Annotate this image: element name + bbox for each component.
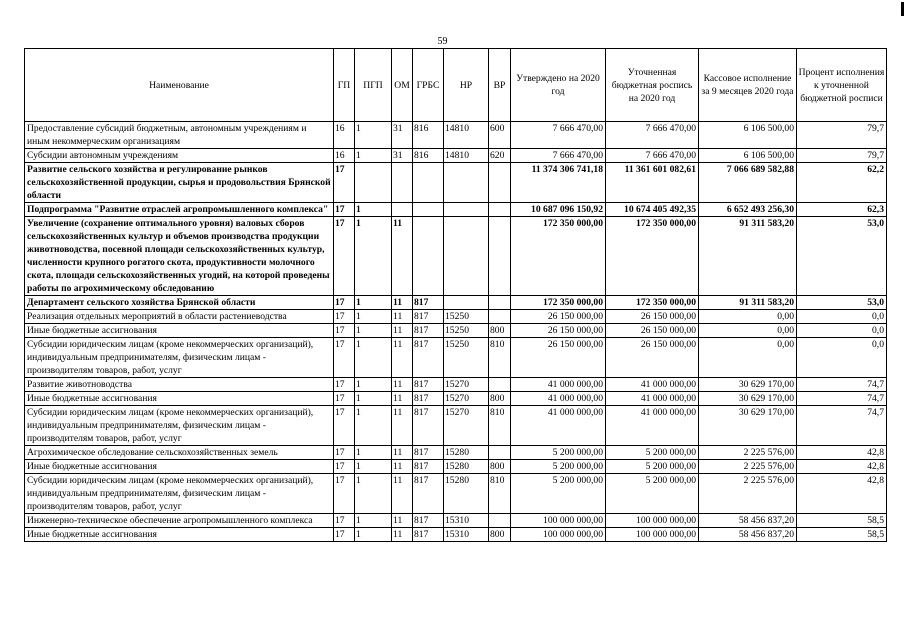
- cell-nr: 15250: [444, 310, 489, 324]
- cell-om: 11: [392, 446, 413, 460]
- table-row: [25, 378, 887, 392]
- cell-cash: 0,00: [699, 324, 797, 338]
- table-row: [25, 446, 887, 460]
- cell-approved: 7 666 470,00: [511, 122, 606, 149]
- header-percent: Процент исполнения к уточненной бюджетной росписи: [797, 49, 887, 122]
- cell-vr: [489, 514, 511, 528]
- cell-vr: [489, 217, 511, 296]
- cell-approved: 26 150 000,00: [511, 310, 606, 324]
- cell-pgp: 1: [355, 406, 392, 446]
- cell-percent: 62,2: [797, 163, 887, 203]
- cell-name: Развитие сельского хозяйства и регулирование рынков сельскохозяйственной продукции, сырья и продовольствия Брянской области: [25, 163, 334, 203]
- cell-nr: 15280: [444, 460, 489, 474]
- cell-cash: 2 225 576,00: [699, 446, 797, 460]
- cell-pgp: 1: [355, 149, 392, 163]
- cell-refined: 5 200 000,00: [606, 460, 699, 474]
- cell-gp: 17: [334, 203, 355, 217]
- cell-pgp: 1: [355, 446, 392, 460]
- table-row: [25, 392, 887, 406]
- cell-om: 11: [392, 528, 413, 542]
- cell-om: 11: [392, 324, 413, 338]
- cell-cash: 30 629 170,00: [699, 406, 797, 446]
- cell-om: 11: [392, 217, 413, 296]
- cell-approved: 5 200 000,00: [511, 474, 606, 514]
- cell-grbs: [413, 203, 444, 217]
- cell-grbs: 817: [413, 514, 444, 528]
- cell-vr: 810: [489, 406, 511, 446]
- page-number: 59: [437, 36, 448, 47]
- cell-refined: 100 000 000,00: [606, 528, 699, 542]
- table-row: [25, 528, 887, 542]
- cell-percent: 79,7: [797, 149, 887, 163]
- cell-gp: 16: [334, 122, 355, 149]
- table-row: [25, 474, 887, 514]
- cell-percent: 58,5: [797, 528, 887, 542]
- cell-grbs: 817: [413, 474, 444, 514]
- cell-om: 11: [392, 474, 413, 514]
- cell-cash: 7 066 689 582,88: [699, 163, 797, 203]
- cell-name: Департамент сельского хозяйства Брянской области: [25, 296, 334, 310]
- cell-percent: 0,0: [797, 324, 887, 338]
- table-row: [25, 460, 887, 474]
- header-om: ОМ: [392, 49, 413, 122]
- cell-om: 11: [392, 338, 413, 378]
- header-gp: ГП: [334, 49, 355, 122]
- cell-om: 11: [392, 460, 413, 474]
- cell-pgp: 1: [355, 122, 392, 149]
- cell-cash: 6 106 500,00: [699, 149, 797, 163]
- header-approved: Утверждено на 2020 год: [511, 49, 606, 122]
- cell-gp: 17: [334, 406, 355, 446]
- cell-approved: 11 374 306 741,18: [511, 163, 606, 203]
- cell-gp: 17: [334, 217, 355, 296]
- cell-cash: 58 456 837,20: [699, 514, 797, 528]
- cell-percent: 42,8: [797, 446, 887, 460]
- cell-name: Субсидии юридическим лицам (кроме некоммерческих организаций), индивидуальным предпринимателям, физическим лицам - производителям товаров, работ, услуг: [25, 338, 334, 378]
- cell-om: [392, 163, 413, 203]
- cell-vr: [489, 378, 511, 392]
- cell-percent: 0,0: [797, 338, 887, 378]
- cell-om: 11: [392, 406, 413, 446]
- cell-name: Иные бюджетные ассигнования: [25, 460, 334, 474]
- cell-refined: 7 666 470,00: [606, 122, 699, 149]
- cell-refined: 41 000 000,00: [606, 378, 699, 392]
- cell-approved: 26 150 000,00: [511, 338, 606, 378]
- header-name: Наименование: [25, 49, 334, 122]
- budget-table: [24, 48, 887, 542]
- cell-nr: [444, 203, 489, 217]
- cell-grbs: 817: [413, 392, 444, 406]
- cell-approved: 41 000 000,00: [511, 378, 606, 392]
- cell-name: Иные бюджетные ассигнования: [25, 392, 334, 406]
- cell-percent: 74,7: [797, 406, 887, 446]
- cell-refined: 172 350 000,00: [606, 217, 699, 296]
- cell-grbs: 817: [413, 338, 444, 378]
- cell-gp: 17: [334, 528, 355, 542]
- cell-pgp: 1: [355, 217, 392, 296]
- cell-name: Субсидии юридическим лицам (кроме некоммерческих организаций), индивидуальным предпринимателям, физическим лицам - производителям товаров, работ, услуг: [25, 406, 334, 446]
- cell-pgp: 1: [355, 296, 392, 310]
- cell-approved: 10 687 096 150,92: [511, 203, 606, 217]
- cell-cash: 91 311 583,20: [699, 217, 797, 296]
- table-row: [25, 149, 887, 163]
- cell-pgp: 1: [355, 460, 392, 474]
- cell-om: 11: [392, 296, 413, 310]
- cell-vr: 800: [489, 460, 511, 474]
- cell-percent: 74,7: [797, 392, 887, 406]
- cell-nr: [444, 163, 489, 203]
- cell-nr: 15280: [444, 474, 489, 514]
- cell-grbs: 816: [413, 149, 444, 163]
- cell-grbs: [413, 163, 444, 203]
- cell-name: Предоставление субсидий бюджетным, автономным учреждениям и иным некоммерческим организациям: [25, 122, 334, 149]
- cell-nr: [444, 296, 489, 310]
- cell-gp: 17: [334, 324, 355, 338]
- cell-vr: 800: [489, 324, 511, 338]
- header-vr: ВР: [489, 49, 511, 122]
- cell-refined: 172 350 000,00: [606, 296, 699, 310]
- cell-name: Субсидии автономным учреждениям: [25, 149, 334, 163]
- cell-gp: 17: [334, 163, 355, 203]
- cell-grbs: 817: [413, 446, 444, 460]
- cell-vr: 810: [489, 474, 511, 514]
- cell-pgp: 1: [355, 378, 392, 392]
- cell-refined: 26 150 000,00: [606, 324, 699, 338]
- cell-percent: 58,5: [797, 514, 887, 528]
- table-row: [25, 217, 887, 296]
- cell-grbs: 817: [413, 296, 444, 310]
- cell-cash: 2 225 576,00: [699, 460, 797, 474]
- cell-grbs: 817: [413, 528, 444, 542]
- cell-nr: 15270: [444, 406, 489, 446]
- cell-nr: 15270: [444, 392, 489, 406]
- cell-gp: 17: [334, 338, 355, 378]
- cell-om: 11: [392, 514, 413, 528]
- cell-gp: 17: [334, 460, 355, 474]
- cell-name: Развитие животноводства: [25, 378, 334, 392]
- cell-vr: 810: [489, 338, 511, 378]
- cell-cash: 30 629 170,00: [699, 392, 797, 406]
- cell-gp: 17: [334, 392, 355, 406]
- cell-percent: 42,8: [797, 474, 887, 514]
- cell-pgp: 1: [355, 310, 392, 324]
- cell-om: 11: [392, 310, 413, 324]
- cell-approved: 172 350 000,00: [511, 217, 606, 296]
- cell-pgp: 1: [355, 528, 392, 542]
- cell-pgp: 1: [355, 324, 392, 338]
- cell-percent: 0,0: [797, 310, 887, 324]
- cell-approved: 172 350 000,00: [511, 296, 606, 310]
- table-row: [25, 514, 887, 528]
- cell-name: Субсидии юридическим лицам (кроме некоммерческих организаций), индивидуальным предпринимателям, физическим лицам - производителям товаров, работ, услуг: [25, 474, 334, 514]
- cell-refined: 41 000 000,00: [606, 406, 699, 446]
- cell-vr: 620: [489, 149, 511, 163]
- table-row: [25, 163, 887, 203]
- cell-name: Инженерно-техническое обеспечение агропромышленного комплекса: [25, 514, 334, 528]
- cell-gp: 16: [334, 149, 355, 163]
- cell-cash: 30 629 170,00: [699, 378, 797, 392]
- cell-refined: 10 674 405 492,35: [606, 203, 699, 217]
- cell-pgp: 1: [355, 474, 392, 514]
- cell-pgp: 1: [355, 392, 392, 406]
- cell-percent: 62,3: [797, 203, 887, 217]
- cell-name: Подпрограмма "Развитие отраслей агропромышленного комплекса": [25, 203, 334, 217]
- cell-gp: 17: [334, 378, 355, 392]
- cell-nr: 15310: [444, 514, 489, 528]
- cell-name: Увеличение (сохранение оптимального уровня) валовых сборов сельскохозяйственных культур и объемов производства продукции животноводства, посевной площади сельскохозяйственных культур, численности крупного рогатого скота, продуктивности молочного скота, площади сельскохозяйственных угодий, на которой проведены работы по агрохимическому обследованию: [25, 217, 334, 296]
- cell-refined: 26 150 000,00: [606, 310, 699, 324]
- cell-grbs: 817: [413, 324, 444, 338]
- table-row: [25, 122, 887, 149]
- cell-grbs: 817: [413, 378, 444, 392]
- cell-nr: 14810: [444, 149, 489, 163]
- cell-approved: 7 666 470,00: [511, 149, 606, 163]
- cell-pgp: 1: [355, 338, 392, 378]
- cell-refined: 7 666 470,00: [606, 149, 699, 163]
- cell-gp: 17: [334, 310, 355, 324]
- cell-nr: 15310: [444, 528, 489, 542]
- cell-pgp: 1: [355, 514, 392, 528]
- cell-pgp: 1: [355, 203, 392, 217]
- cell-nr: 15250: [444, 338, 489, 378]
- cell-grbs: 817: [413, 460, 444, 474]
- cell-gp: 17: [334, 296, 355, 310]
- cell-refined: 41 000 000,00: [606, 392, 699, 406]
- cell-percent: 74,7: [797, 378, 887, 392]
- cell-percent: 53,0: [797, 217, 887, 296]
- cell-grbs: 816: [413, 122, 444, 149]
- cell-refined: 5 200 000,00: [606, 474, 699, 514]
- header-pgp: ПГП: [355, 49, 392, 122]
- cell-om: [392, 203, 413, 217]
- cell-nr: [444, 217, 489, 296]
- cell-approved: 26 150 000,00: [511, 324, 606, 338]
- cell-vr: [489, 296, 511, 310]
- cell-grbs: 817: [413, 406, 444, 446]
- cell-cash: 0,00: [699, 338, 797, 378]
- cell-vr: 600: [489, 122, 511, 149]
- cell-vr: [489, 446, 511, 460]
- table-row: [25, 203, 887, 217]
- header-grbs: ГРБС: [413, 49, 444, 122]
- cell-grbs: 817: [413, 310, 444, 324]
- cell-refined: 26 150 000,00: [606, 338, 699, 378]
- cell-grbs: [413, 217, 444, 296]
- cell-om: 11: [392, 392, 413, 406]
- table-row: [25, 296, 887, 310]
- table-row: [25, 324, 887, 338]
- cell-cash: 91 311 583,20: [699, 296, 797, 310]
- cell-cash: 6 106 500,00: [699, 122, 797, 149]
- cell-refined: 5 200 000,00: [606, 446, 699, 460]
- cell-approved: 5 200 000,00: [511, 460, 606, 474]
- header-row: [25, 49, 887, 122]
- cell-vr: [489, 163, 511, 203]
- cell-om: 31: [392, 149, 413, 163]
- cell-om: 11: [392, 378, 413, 392]
- cell-cash: 58 456 837,20: [699, 528, 797, 542]
- cell-gp: 17: [334, 446, 355, 460]
- cell-refined: 100 000 000,00: [606, 514, 699, 528]
- cell-cash: 2 225 576,00: [699, 474, 797, 514]
- cell-approved: 100 000 000,00: [511, 514, 606, 528]
- table-body: [25, 122, 887, 542]
- header-refined: Уточненная бюджетная роспись на 2020 год: [606, 49, 699, 122]
- cell-refined: 11 361 601 082,61: [606, 163, 699, 203]
- cell-name: Агрохимическое обследование сельскохозяйственных земель: [25, 446, 334, 460]
- cell-pgp: [355, 163, 392, 203]
- cell-percent: 53,0: [797, 296, 887, 310]
- cell-approved: 41 000 000,00: [511, 406, 606, 446]
- cell-om: 31: [392, 122, 413, 149]
- cell-vr: 800: [489, 528, 511, 542]
- cell-name: Иные бюджетные ассигнования: [25, 324, 334, 338]
- cell-nr: 15270: [444, 378, 489, 392]
- cell-nr: 15250: [444, 324, 489, 338]
- cell-percent: 42,8: [797, 460, 887, 474]
- cell-percent: 79,7: [797, 122, 887, 149]
- cell-vr: [489, 310, 511, 324]
- header-cash: Кассовое исполнение за 9 месяцев 2020 года: [699, 49, 797, 122]
- cell-approved: 41 000 000,00: [511, 392, 606, 406]
- table-row: [25, 406, 887, 446]
- cell-nr: 15280: [444, 446, 489, 460]
- cell-approved: 100 000 000,00: [511, 528, 606, 542]
- table-row: [25, 338, 887, 378]
- cell-name: Реализация отдельных мероприятий в области растениеводства: [25, 310, 334, 324]
- cell-vr: 800: [489, 392, 511, 406]
- cell-approved: 5 200 000,00: [511, 446, 606, 460]
- cell-cash: 0,00: [699, 310, 797, 324]
- cell-cash: 6 652 493 256,30: [699, 203, 797, 217]
- scan-edge-mark: [901, 2, 904, 16]
- cell-nr: 14810: [444, 122, 489, 149]
- cell-vr: [489, 203, 511, 217]
- table-row: [25, 310, 887, 324]
- cell-gp: 17: [334, 474, 355, 514]
- cell-name: Иные бюджетные ассигнования: [25, 528, 334, 542]
- cell-gp: 17: [334, 514, 355, 528]
- header-nr: НР: [444, 49, 489, 122]
